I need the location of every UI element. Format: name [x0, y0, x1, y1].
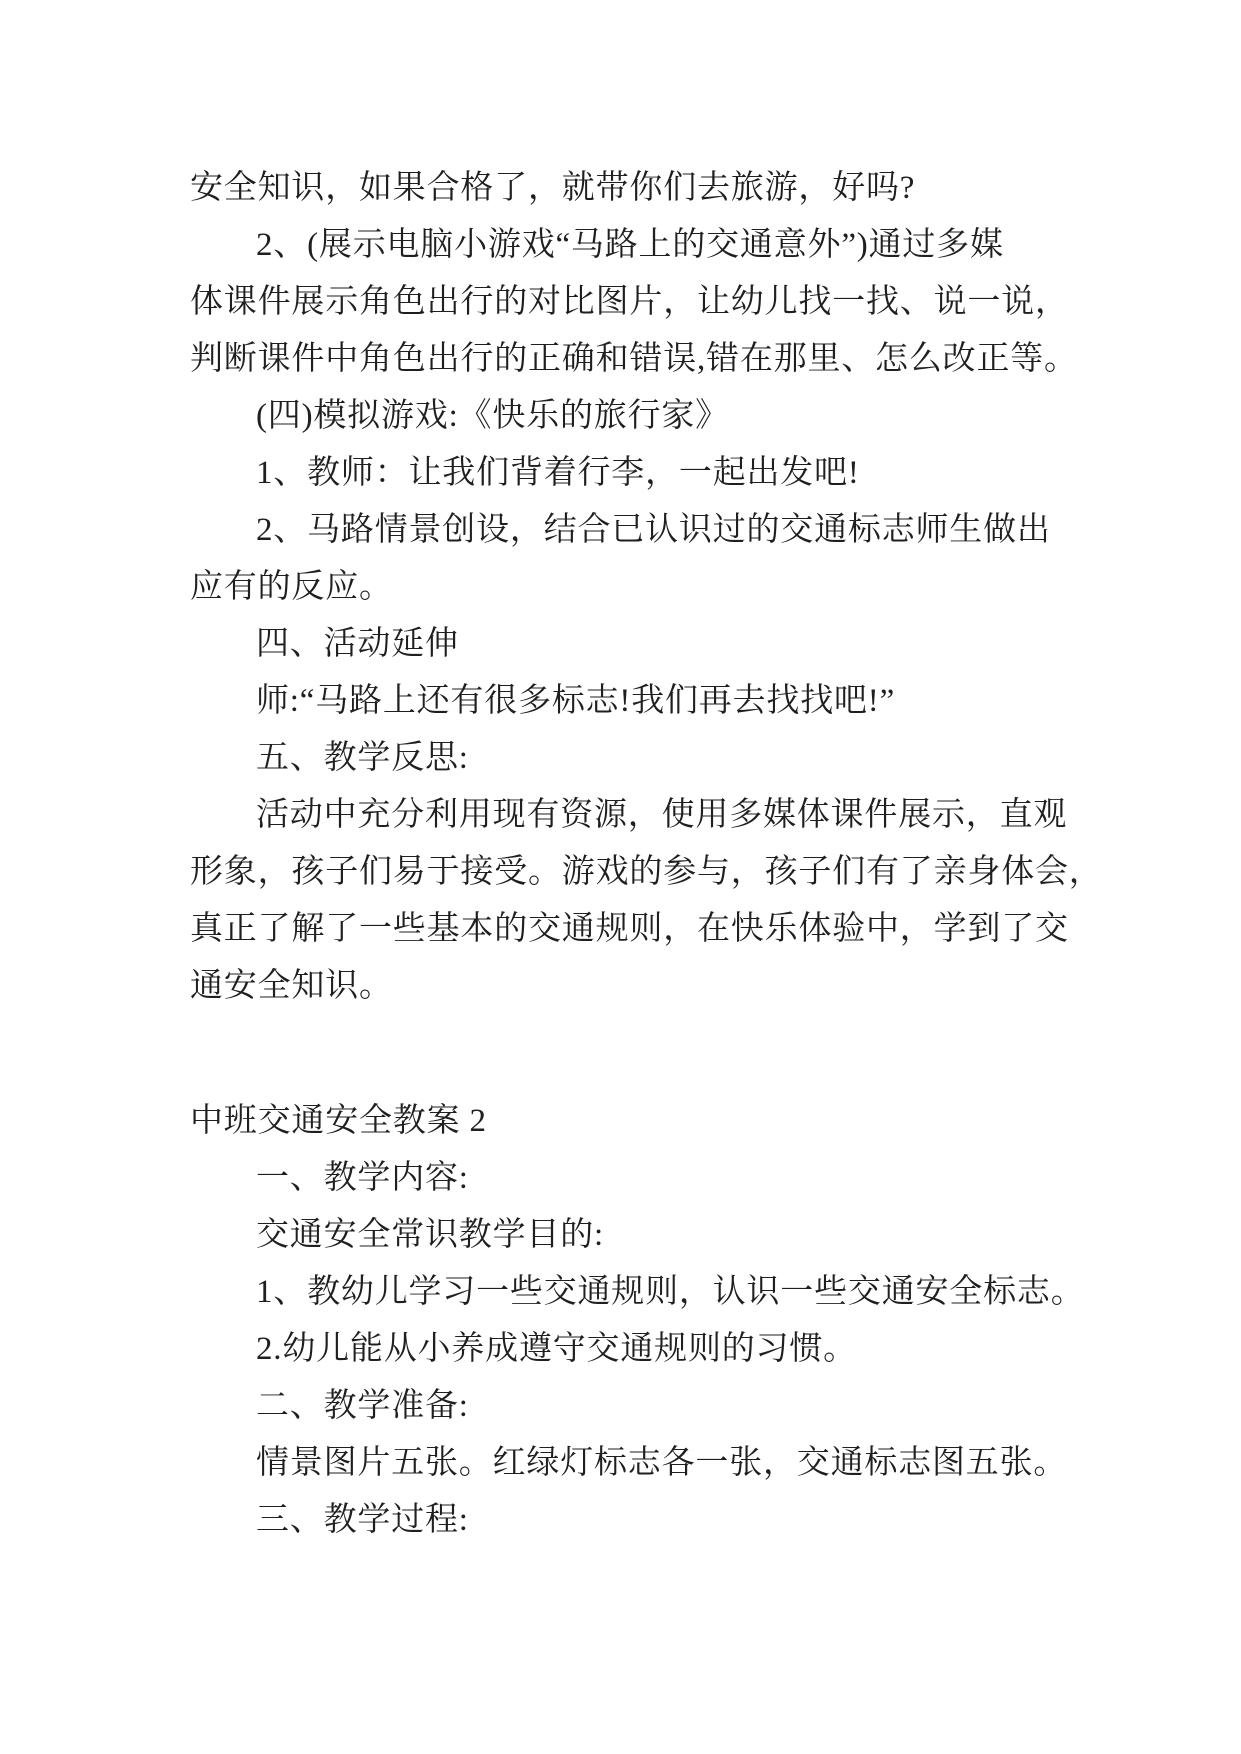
- text-line: 情景图片五张。红绿灯标志各一张，交通标志图五张。: [256, 1445, 1068, 1481]
- text-line: (四)模拟游戏:《快乐的旅行家》: [256, 398, 729, 434]
- text-line: 1、教幼儿学习一些交通规则，认识一些交通安全标志。: [256, 1274, 1085, 1310]
- text-line: 活动中充分利用现有资源，使用多媒体课件展示，直观: [256, 797, 1068, 833]
- text-line: 形象，孩子们易于接受。游戏的参与，孩子们有了亲身体会，: [190, 854, 1103, 890]
- text-line: 交通安全常识教学目的:: [256, 1217, 604, 1253]
- text-line: 1、教师：让我们背着行李，一起出发吧!: [256, 455, 860, 491]
- text-line: 通安全知识。: [190, 968, 393, 1004]
- section-heading-line: 三、教学过程:: [256, 1502, 469, 1538]
- text-line: 应有的反应。: [190, 569, 393, 605]
- section-heading-line: 四、活动延伸: [256, 626, 459, 662]
- blank-line: [190, 1015, 1110, 1072]
- section-heading-line: 一、教学内容:: [256, 1160, 469, 1196]
- text-line: 2、马路情景创设，结合已认识过的交通标志师生做出: [256, 512, 1051, 548]
- document-title-line: 中班交通安全教案 2: [190, 1103, 487, 1139]
- text-line: 真正了解了一些基本的交通规则，在快乐体验中，学到了交: [190, 911, 1069, 947]
- text-line: 2、(展示电脑小游戏“马路上的交通意外”)通过多媒: [256, 227, 1004, 263]
- text-line: 体课件展示角色出行的对比图片，让幼儿找一找、说一说，: [190, 284, 1069, 320]
- section-heading-line: 五、教学反思:: [256, 740, 469, 776]
- section-heading-line: 二、教学准备:: [256, 1388, 469, 1424]
- text-line: 师:“马路上还有很多标志!我们再去找找吧!”: [256, 683, 896, 719]
- document-body: [190, 160, 1110, 1549]
- text-line: 安全知识，如果合格了，就带你们去旅游，好吗?: [190, 170, 916, 206]
- text-line: 2.幼儿能从小养成遵守交通规则的习惯。: [256, 1331, 857, 1367]
- text-line: 判断课件中角色出行的正确和错误,错在那里、怎么改正等。: [190, 341, 1078, 377]
